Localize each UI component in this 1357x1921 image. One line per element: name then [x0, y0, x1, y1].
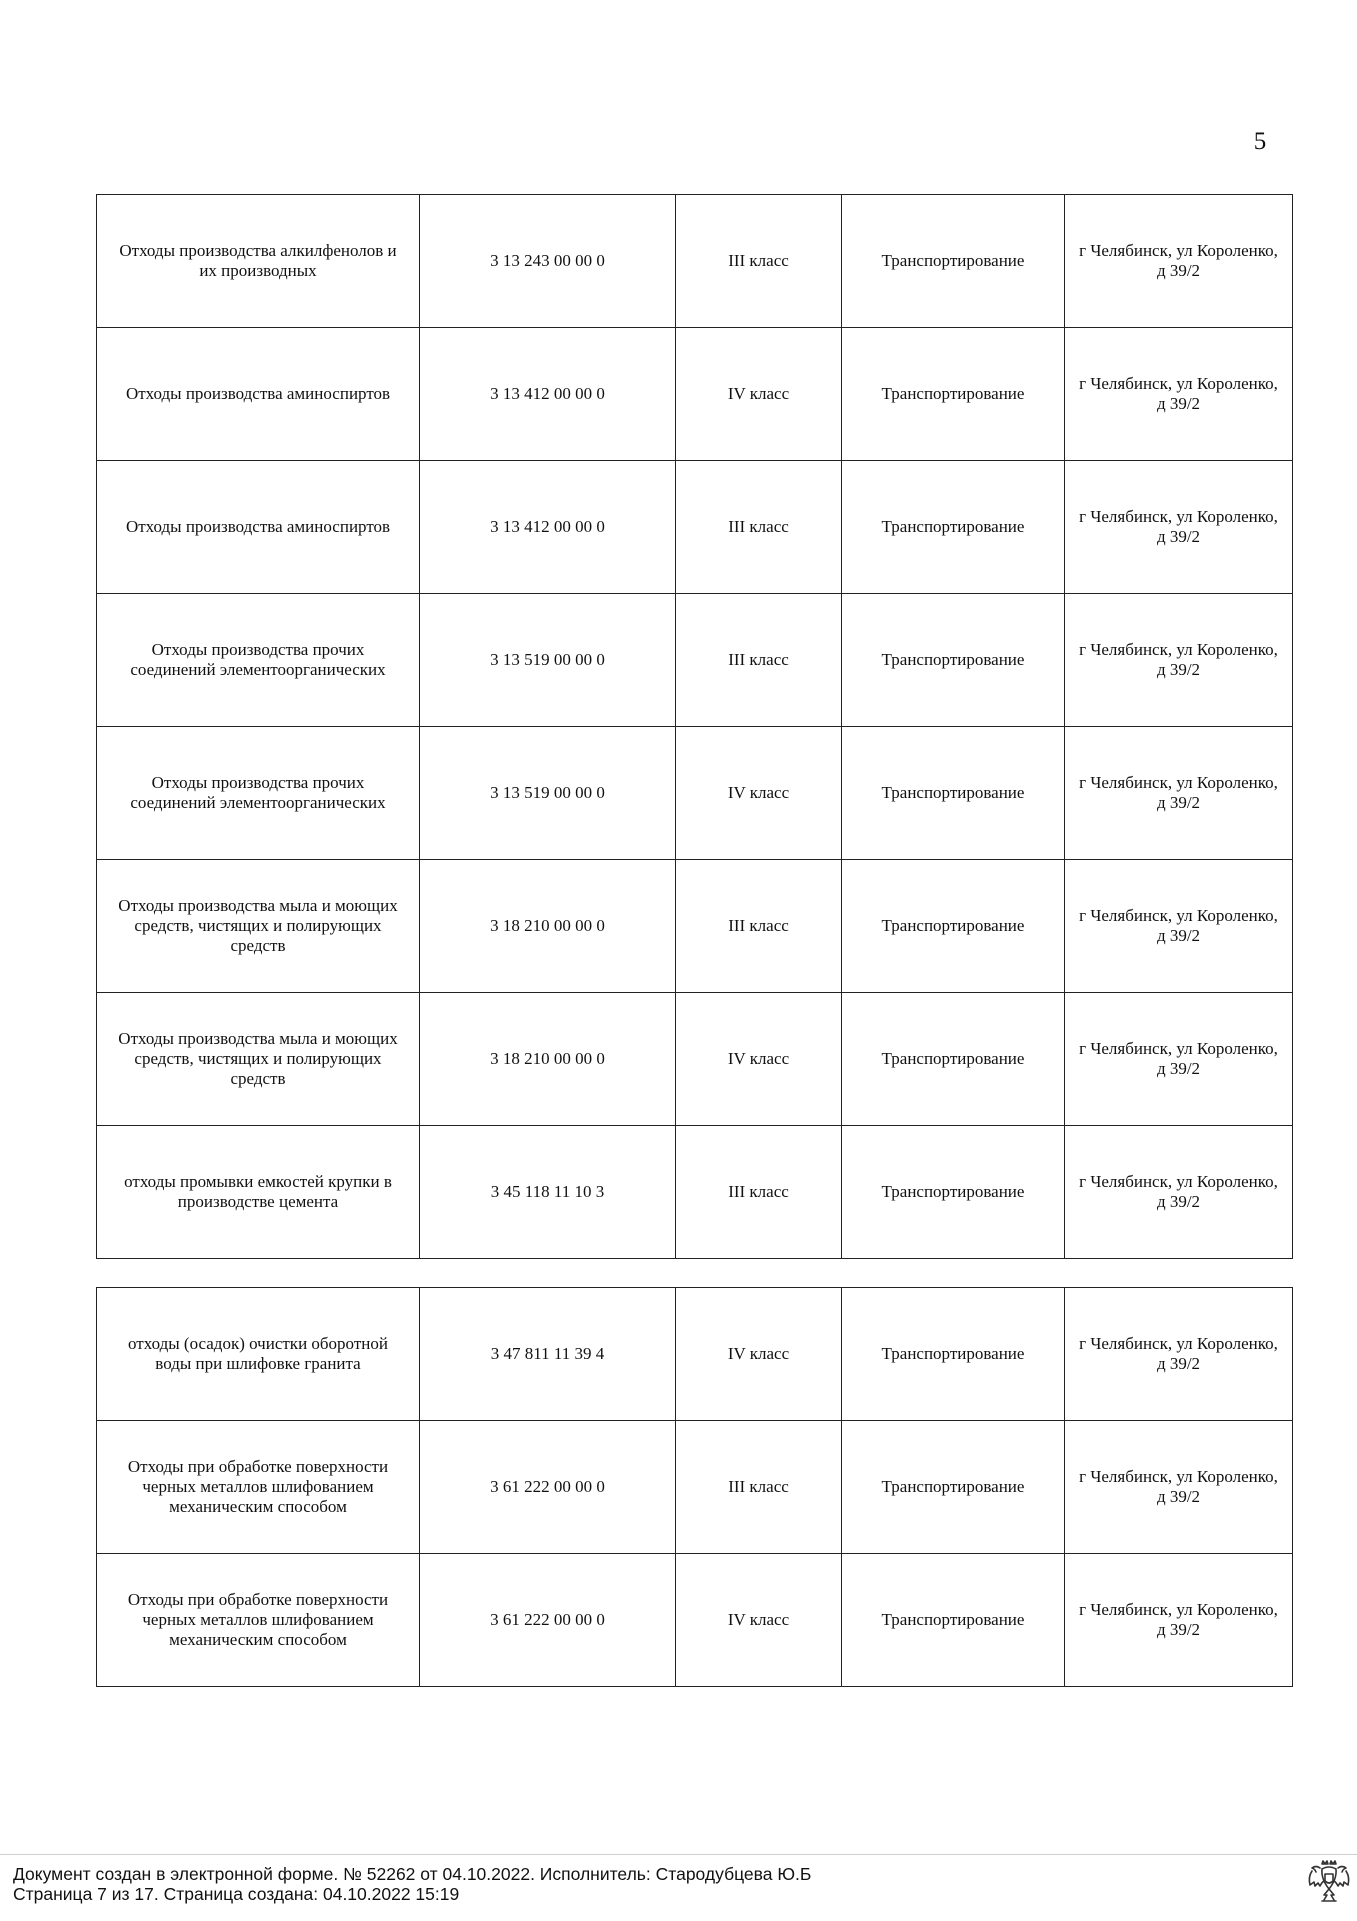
address-cell: г Челябинск, ул Короленко, д 39/2	[1065, 1126, 1293, 1259]
page-number: 5	[1253, 128, 1267, 155]
activity-cell: Транспортирование	[842, 1421, 1065, 1554]
waste-name-cell: Отходы производства мыла и моющих средств, чистящих и полирующих средств	[97, 860, 420, 993]
hazard-class-cell: IV класс	[676, 328, 842, 461]
waste-name-cell: Отходы производства мыла и моющих средств, чистящих и полирующих средств	[97, 993, 420, 1126]
document-footer	[0, 1854, 1357, 1921]
waste-code-cell: 3 13 519 00 00 0	[420, 594, 676, 727]
waste-name-cell: Отходы производства алкилфенолов и их производных	[97, 195, 420, 328]
activity-cell: Транспортирование	[842, 328, 1065, 461]
waste-name-cell: отходы промывки емкостей крупки в производстве цемента	[97, 1126, 420, 1259]
waste-table-top	[96, 194, 1293, 1259]
footer-page-info: Страница 7 из 17. Страница создана: 04.10.2022 15:19	[13, 1884, 460, 1904]
hazard-class-cell: III класс	[676, 195, 842, 328]
footer-text	[13, 1864, 811, 1904]
address-cell: г Челябинск, ул Короленко, д 39/2	[1065, 727, 1293, 860]
waste-code-cell: 3 45 118 11 10 3	[420, 1126, 676, 1259]
double-headed-eagle-emblem-icon	[1306, 1857, 1352, 1905]
hazard-class-cell: IV класс	[676, 727, 842, 860]
activity-cell: Транспортирование	[842, 1554, 1065, 1687]
activity-cell: Транспортирование	[842, 993, 1065, 1126]
address-cell: г Челябинск, ул Короленко, д 39/2	[1065, 461, 1293, 594]
address-cell: г Челябинск, ул Короленко, д 39/2	[1065, 860, 1293, 993]
activity-cell: Транспортирование	[842, 1288, 1065, 1421]
waste-code-cell: 3 18 210 00 00 0	[420, 993, 676, 1126]
table-row	[97, 1421, 1293, 1554]
address-cell: г Челябинск, ул Короленко, д 39/2	[1065, 328, 1293, 461]
table-row	[97, 1288, 1293, 1421]
hazard-class-cell: III класс	[676, 1421, 842, 1554]
hazard-class-cell: IV класс	[676, 1554, 842, 1687]
waste-table-bottom	[96, 1287, 1293, 1687]
table-row	[97, 727, 1293, 860]
waste-name-cell: отходы (осадок) очистки оборотной воды при шлифовке гранита	[97, 1288, 420, 1421]
table-row	[97, 461, 1293, 594]
hazard-class-cell: III класс	[676, 860, 842, 993]
waste-code-cell: 3 13 412 00 00 0	[420, 461, 676, 594]
address-cell: г Челябинск, ул Короленко, д 39/2	[1065, 594, 1293, 727]
table-row	[97, 594, 1293, 727]
waste-name-cell: Отходы при обработке поверхности черных металлов шлифованием механическим способом	[97, 1421, 420, 1554]
table-row	[97, 1126, 1293, 1259]
waste-code-cell: 3 13 519 00 00 0	[420, 727, 676, 860]
waste-code-cell: 3 13 412 00 00 0	[420, 328, 676, 461]
address-cell: г Челябинск, ул Короленко, д 39/2	[1065, 195, 1293, 328]
waste-name-cell: Отходы производства прочих соединений элементоорганических	[97, 727, 420, 860]
hazard-class-cell: IV класс	[676, 1288, 842, 1421]
hazard-class-cell: III класс	[676, 1126, 842, 1259]
address-cell: г Челябинск, ул Короленко, д 39/2	[1065, 993, 1293, 1126]
hazard-class-cell: IV класс	[676, 993, 842, 1126]
waste-name-cell: Отходы производства аминоспиртов	[97, 328, 420, 461]
waste-name-cell: Отходы производства аминоспиртов	[97, 461, 420, 594]
address-cell: г Челябинск, ул Короленко, д 39/2	[1065, 1288, 1293, 1421]
waste-code-cell: 3 61 222 00 00 0	[420, 1554, 676, 1687]
table-row	[97, 993, 1293, 1126]
waste-code-cell: 3 13 243 00 00 0	[420, 195, 676, 328]
waste-code-cell: 3 18 210 00 00 0	[420, 860, 676, 993]
footer-document-info: Документ создан в электронной форме. № 52262 от 04.10.2022. Исполнитель: Стародубцева Ю.Б	[13, 1864, 812, 1884]
waste-code-cell: 3 47 811 11 39 4	[420, 1288, 676, 1421]
activity-cell: Транспортирование	[842, 594, 1065, 727]
address-cell: г Челябинск, ул Короленко, д 39/2	[1065, 1554, 1293, 1687]
activity-cell: Транспортирование	[842, 727, 1065, 860]
hazard-class-cell: III класс	[676, 594, 842, 727]
activity-cell: Транспортирование	[842, 195, 1065, 328]
address-cell: г Челябинск, ул Короленко, д 39/2	[1065, 1421, 1293, 1554]
table-row	[97, 328, 1293, 461]
table-row	[97, 860, 1293, 993]
table-row	[97, 195, 1293, 328]
waste-name-cell: Отходы при обработке поверхности черных металлов шлифованием механическим способом	[97, 1554, 420, 1687]
hazard-class-cell: III класс	[676, 461, 842, 594]
waste-code-cell: 3 61 222 00 00 0	[420, 1421, 676, 1554]
table-row	[97, 1554, 1293, 1687]
activity-cell: Транспортирование	[842, 860, 1065, 993]
activity-cell: Транспортирование	[842, 1126, 1065, 1259]
activity-cell: Транспортирование	[842, 461, 1065, 594]
waste-name-cell: Отходы производства прочих соединений элементоорганических	[97, 594, 420, 727]
